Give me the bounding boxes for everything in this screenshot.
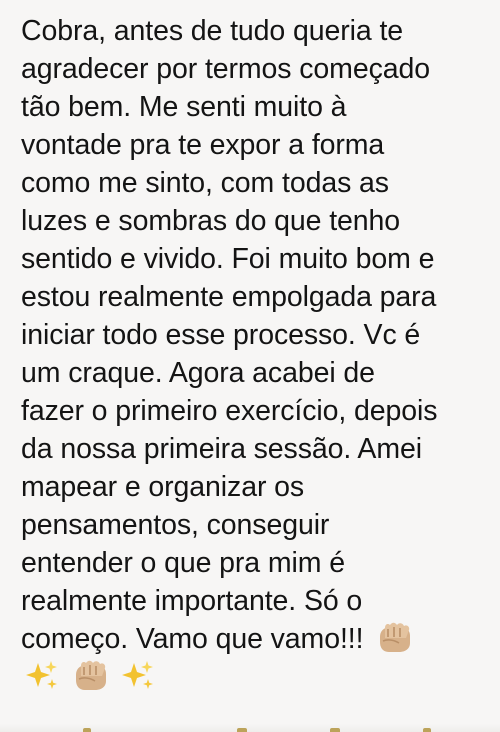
message-line: um craque. Agora acabei de xyxy=(21,357,375,389)
sparkles-icon xyxy=(121,659,155,693)
message-line: fazer o primeiro exercício, depois xyxy=(21,395,438,427)
preview-fragment xyxy=(330,728,340,732)
message-line: estou realmente empolgada para xyxy=(21,281,437,313)
fist-bump-icon xyxy=(71,658,109,692)
message-line: como me sinto, com todas as xyxy=(21,167,389,199)
message-line: vontade pra te expor a forma xyxy=(21,129,385,161)
message-line: pensamentos, conseguir xyxy=(21,509,330,541)
preview-fragment xyxy=(237,728,247,732)
preview-fragment xyxy=(83,728,91,732)
next-message-preview xyxy=(0,724,500,732)
message-line: realmente importante. Só o xyxy=(21,585,363,617)
message-line: luzes e sombras do que tenho xyxy=(21,205,401,237)
message-line: agradecer por termos começado xyxy=(21,53,430,85)
message-line: tão bem. Me senti muito à xyxy=(21,91,347,123)
message-line: da nossa primeira sessão. Amei xyxy=(21,433,422,465)
message-line: Cobra, antes de tudo queria te xyxy=(21,15,404,47)
message-line: mapear e organizar os xyxy=(21,471,305,503)
message-line-with-emoji xyxy=(21,620,482,658)
message-line: sentido e vivido. Foi muito bom e xyxy=(21,243,435,275)
message-line: começo. Vamo que vamo!!! xyxy=(21,623,364,655)
message-text xyxy=(21,12,482,696)
message-line: entender o que pra mim é xyxy=(21,547,345,579)
message-line: iniciar todo esse processo. Vc é xyxy=(21,319,421,351)
emoji-line xyxy=(21,658,482,696)
sparkles-icon xyxy=(25,659,59,693)
fist-bump-icon xyxy=(375,620,413,654)
preview-fragment xyxy=(423,728,431,732)
